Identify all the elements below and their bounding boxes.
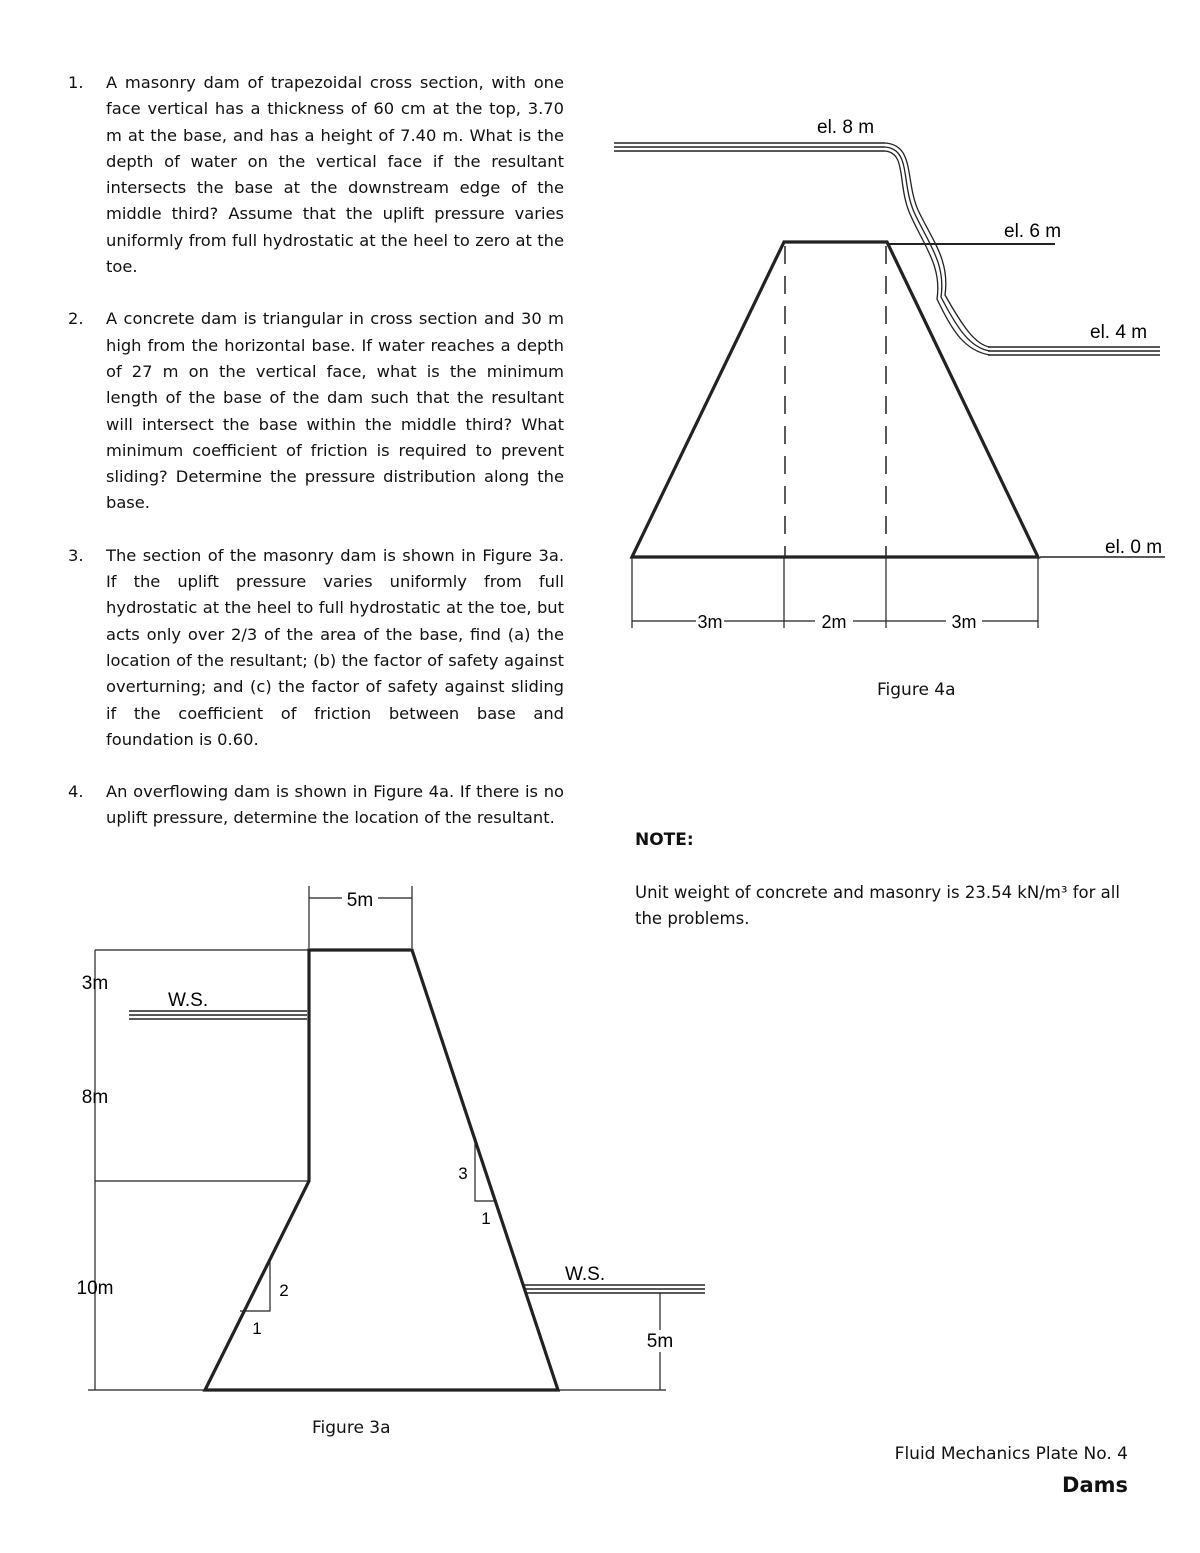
problem-4: [66, 779, 564, 832]
problem-number: 4.: [68, 782, 84, 802]
problem-text: A concrete dam is triangular in cross section and 30 m high from the horizontal base. If water reaches a depth of 27 m on the vertical face, what is the minimum length of the base of the dam such that the resultant will intersect the base within the middle third? What minimum coefficient of friction is required to prevent sliding? Determine the pressure distribution along the base.: [106, 309, 564, 513]
dim-left-label: 3m: [697, 612, 723, 632]
problem-text: The section of the masonry dam is shown in Figure 3a. If the uplift pressure varies uniformly from full hydrostatic at the heel to full hydrostatic at the toe, but acts only over 2/3 of the area of the base, find (a) the location of the resultant; (b) the factor of safety against overturning; and (c) the factor of safety against sliding if the coefficient of friction between base and foundation is 0.60.: [106, 545, 564, 749]
elevation-4m-label: el. 4 m: [1090, 322, 1148, 343]
figure-4a-caption: Figure 4a: [877, 680, 956, 700]
problem-text: An overflowing dam is shown in Figure 4a. If there is no uplift pressure, determine the location of the resultant.: [106, 782, 564, 828]
figure-3a-diagram: [0, 870, 760, 1410]
elevation-0m-label: el. 0 m: [1105, 537, 1163, 558]
elevation-8m-label: el. 8 m: [817, 117, 875, 138]
problem-number: 2.: [68, 309, 84, 329]
top-width-label: 5m: [346, 890, 374, 911]
left-dim-3m-label: 3m: [81, 973, 109, 994]
upstream-water-surface-label: W.S.: [168, 990, 209, 1011]
footer-plate-label: Fluid Mechanics Plate No. 4: [894, 1444, 1128, 1464]
footer-topic-title: Dams: [1062, 1473, 1128, 1497]
elevation-6m-label: el. 6 m: [1004, 221, 1062, 242]
slope-lower-rise-label: 2: [279, 1281, 289, 1300]
figure-3a-caption: Figure 3a: [312, 1418, 391, 1438]
dim-middle-label: 2m: [821, 612, 847, 632]
figure-4a-diagram: [0, 0, 1200, 720]
tailwater-depth-label: 5m: [646, 1331, 674, 1352]
problem-number: 3.: [68, 545, 84, 565]
slope-lower-run-label: 1: [252, 1319, 262, 1338]
problem-text: A masonry dam of trapezoidal cross section, with one face vertical has a thickness of 60 cm at the top, 3.70 m at the base, and has a height of 7.40 m. What is the depth of water on the vertical face if the resultant intersects the base at the downstream edge of the middle third? Assume that the uplift pressure varies uniformly from full hydrostatic at the heel to zero at the toe.: [106, 73, 564, 277]
left-dim-10m-label: 10m: [76, 1278, 114, 1299]
downstream-water-surface-label: W.S.: [565, 1264, 606, 1285]
dim-right-label: 3m: [951, 612, 977, 632]
note-title: NOTE:: [635, 830, 694, 850]
problem-number: 1.: [68, 73, 84, 92]
slope-upper-run-label: 1: [481, 1209, 491, 1228]
note-body: Unit weight of concrete and masonry is 23.54 kN/m³ for all the problems.: [635, 883, 1120, 928]
left-dim-8m-label: 8m: [81, 1087, 109, 1108]
slope-upper-rise-label: 3: [458, 1164, 468, 1183]
